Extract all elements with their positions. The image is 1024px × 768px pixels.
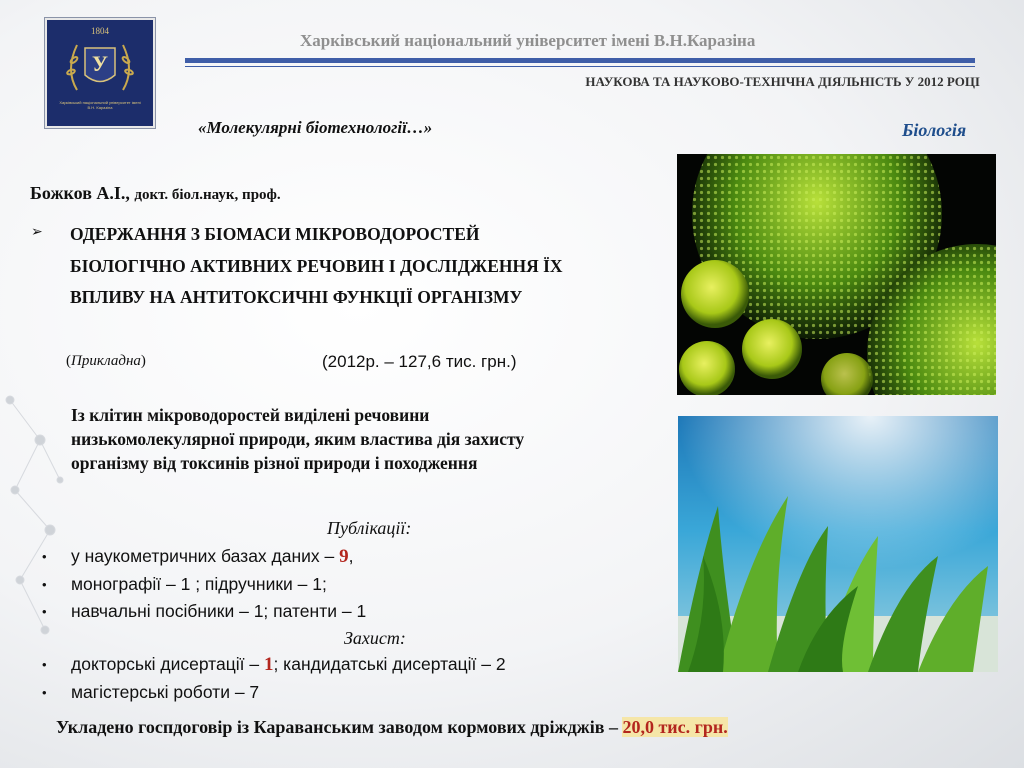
bullet-icon: • <box>42 549 47 564</box>
author-degree: докт. біол.наук, проф. <box>134 187 281 203</box>
arrow-bullet-icon: ➢ <box>31 223 43 239</box>
project-type: (Прикладна) <box>66 353 146 369</box>
report-subtitle: НАУКОВА ТА НАУКОВО-ТЕХНІЧНА ДІЯЛЬНІСТЬ У 2012 РОЦІ <box>585 74 980 89</box>
logo-year: 1804 <box>91 26 109 36</box>
list-item: • у наукометричних базах даних – 9, <box>38 543 366 571</box>
defense-list <box>38 651 506 706</box>
header-rule <box>185 58 975 63</box>
header-rule-thin <box>185 66 975 67</box>
bullet-icon: • <box>42 684 47 700</box>
contract-line: Укладено госпдоговір із Караванським заводом кормових дріжджів – 20,0 тис. грн. <box>56 717 728 737</box>
bullet-icon: • <box>42 657 47 672</box>
bullet-icon: • <box>42 604 47 619</box>
list-item: • магістерські роботи – 7 <box>38 679 506 707</box>
defense-heading: Захист: <box>344 628 406 648</box>
bullet-icon: • <box>42 576 47 592</box>
underwater-seaweed-image <box>678 416 998 672</box>
author-line <box>30 183 281 204</box>
publications-heading: Публікації: <box>327 518 412 538</box>
logo-caption: Харківський національний університет імені В.Н. Каразіна <box>59 100 141 110</box>
contract-amount: 20,0 тис. грн. <box>622 717 728 737</box>
list-item: • монографії – 1 ; підручники – 1; <box>38 571 366 599</box>
university-logo <box>47 20 153 126</box>
list-item: • навчальні посібники – 1; патенти – 1 <box>38 598 366 626</box>
list-item: • докторські дисертації – 1; кандидатські дисертації – 2 <box>38 651 506 679</box>
research-topic: «Молекулярні біотехнології…» <box>198 118 433 137</box>
project-title: ОДЕРЖАННЯ З БІОМАСИ МІКРОВОДОРОСТЕЙ БІОЛОГІЧНО АКТИВНИХ РЕЧОВИН І ДОСЛІДЖЕННЯ ЇХ ВПЛИВУ НА АНТИТОКСИЧНІ ФУНКЦІЇ ОРГАНІЗМУ <box>70 224 563 307</box>
logo-letter: У <box>91 51 109 76</box>
university-name: Харківський національний університет імені В.Н.Каразіна <box>300 31 756 50</box>
microalgae-image <box>677 154 996 395</box>
research-field: Біологія <box>902 120 967 140</box>
project-description: Із клітин мікроводоростей виділені речовини низькомолекулярної природи, яким властива дія захисту організму від токсинів різної природи і походження <box>71 405 525 473</box>
publications-list <box>38 543 366 626</box>
project-budget: (2012р. – 127,6 тис. грн.) <box>322 352 517 371</box>
author-name: Божков А.І., <box>30 183 130 203</box>
